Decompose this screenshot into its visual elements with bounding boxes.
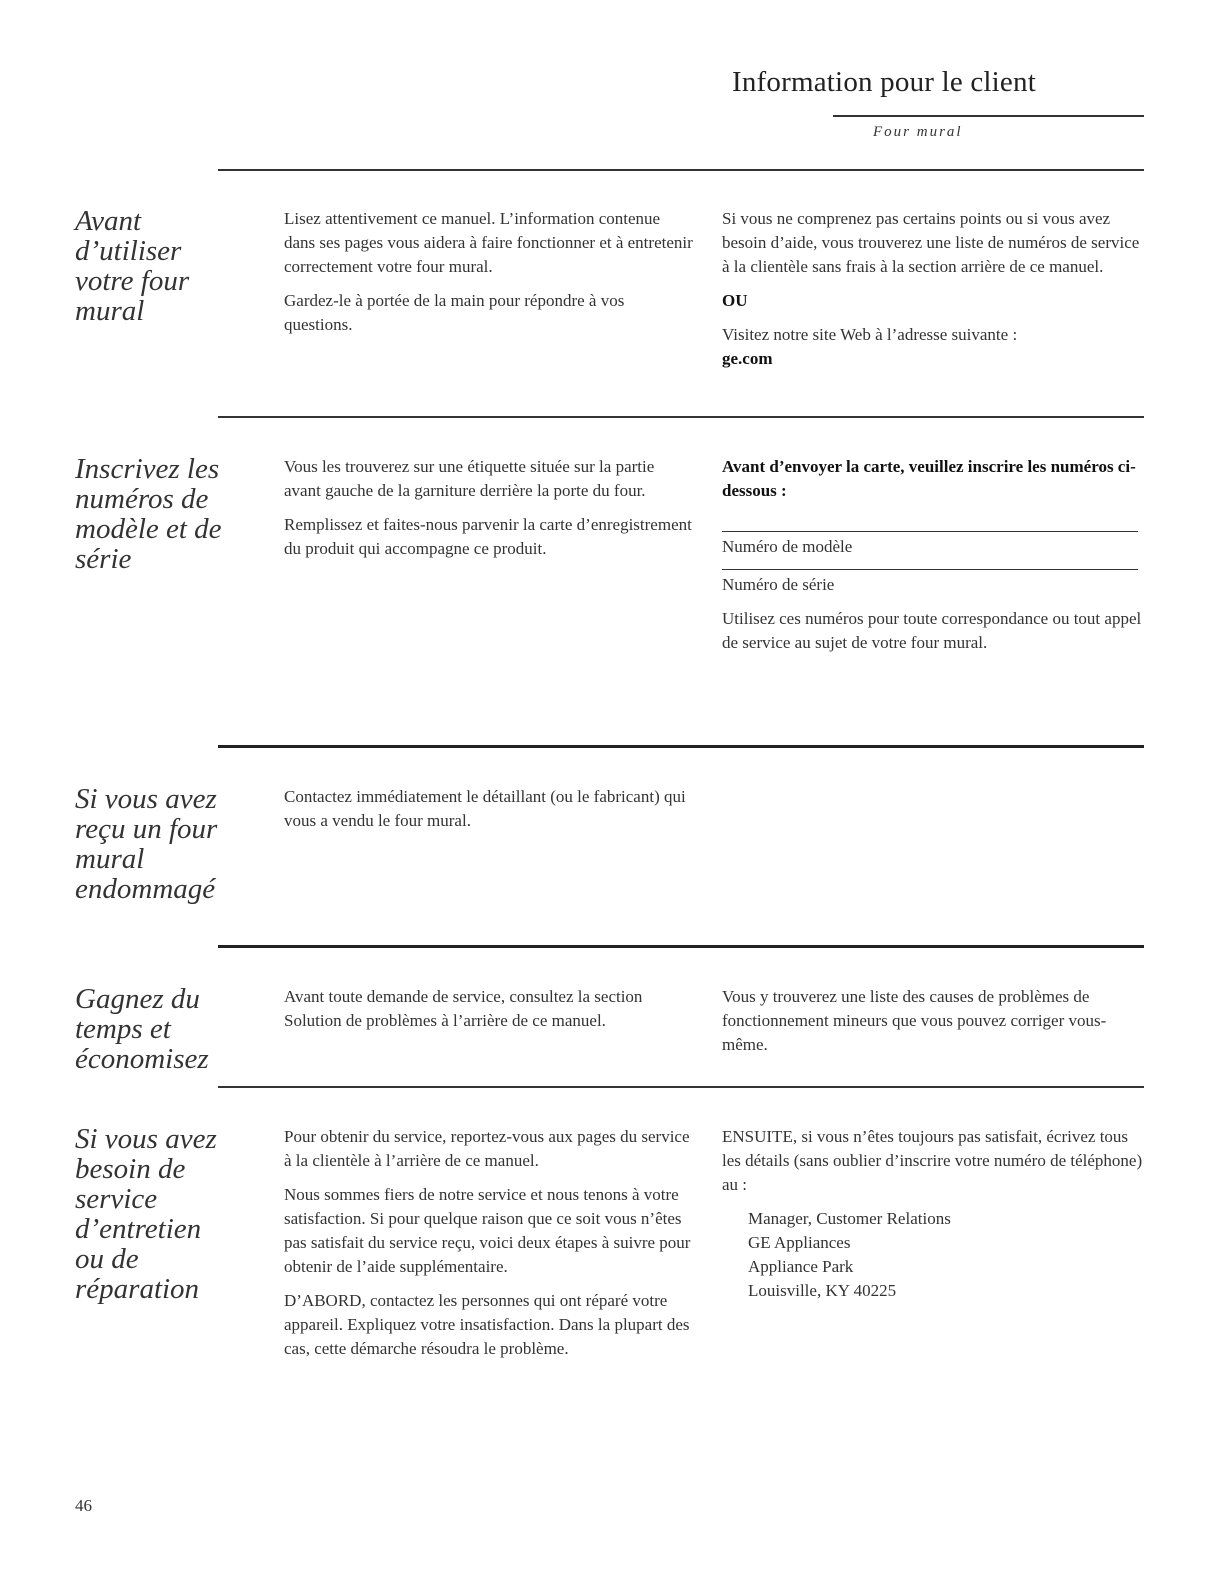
section-divider: [218, 745, 1144, 748]
paragraph: ENSUITE, si vous n’êtes toujours pas satisfait, écrivez tous les détails (sans oublier d’inscrire votre numéro de téléphone) au :: [722, 1127, 1143, 1194]
page-title: Information pour le client: [732, 66, 1036, 98]
paragraph: Avant toute demande de service, consultez la section Solution de problèmes à l’arrière de ce manuel.: [284, 987, 643, 1030]
model-number-label: Numéro de modèle: [722, 537, 853, 556]
section-title-damaged: Si vous avez reçu un four mural endommagé: [75, 783, 218, 905]
paragraph: Vous y trouverez une liste des causes de problèmes de fonctionnement mineurs que vous pouvez corriger vous-même.: [722, 987, 1107, 1054]
address-line: Manager, Customer Relations: [748, 1209, 951, 1228]
serial-number-label: Numéro de série: [722, 575, 835, 594]
paragraph: Si vous ne comprenez pas certains points ou si vous avez besoin d’aide, vous trouverez une liste de numéros de service à la clientèle sans frais à la section arrière de ce manuel.: [722, 209, 1140, 276]
section-title-model-serial: Inscrivez les numéros de modèle et de série: [75, 453, 222, 575]
paragraph: Utilisez ces numéros pour toute correspondance ou tout appel de service au sujet de votre four mural.: [722, 609, 1142, 652]
section-save-time-left: [284, 985, 694, 1043]
section-before-use-right: [722, 207, 1144, 381]
paragraph: Vous les trouverez sur une étiquette située sur la partie avant gauche de la garniture derrière la porte du four.: [284, 457, 655, 500]
section-service-right: [722, 1125, 1144, 1303]
paragraph: Nous sommes fiers de notre service et nous tenons à votre satisfaction. Si pour quelque raison que ce soit vous n’êtes pas satisfait du service reçu, voici deux étapes à suivre pour obtenir de l’aide supplémentaire.: [284, 1185, 691, 1276]
address-line: GE Appliances: [748, 1233, 851, 1252]
mailing-address: [748, 1207, 1144, 1303]
section-damaged-left: [284, 785, 694, 843]
model-number-field[interactable]: [722, 531, 1138, 532]
paragraph: Lisez attentivement ce manuel. L’information contenue dans ses pages vous aidera à faire fonctionner et à entretenir correctement votre four mural.: [284, 209, 693, 276]
paragraph: Gardez-le à portée de la main pour répondre à vos questions.: [284, 291, 625, 334]
section-title-save-time: Gagnez du temps et économisez: [75, 983, 209, 1075]
header-divider: [833, 115, 1144, 117]
address-line: Louisville, KY 40225: [748, 1281, 897, 1300]
section-divider: [218, 169, 1144, 171]
paragraph: Remplissez et faites-nous parvenir la carte d’enregistrement du produit qui accompagne ce produit.: [284, 515, 692, 558]
paragraph: D’ABORD, contactez les personnes qui ont réparé votre appareil. Expliquez votre insatisfaction. Dans la plupart des cas, cette démarche résoudra le problème.: [284, 1291, 690, 1358]
section-model-serial-right: [722, 455, 1144, 665]
section-divider: [218, 945, 1144, 948]
section-divider: [218, 1086, 1144, 1088]
paragraph: Avant d’envoyer la carte, veuillez inscrire les numéros ci-dessous :: [722, 457, 1136, 500]
page-subtitle: Four mural: [873, 124, 963, 140]
address-line: Appliance Park: [748, 1257, 854, 1276]
section-service-left: [284, 1125, 694, 1371]
section-save-time-right: [722, 985, 1144, 1067]
website-link[interactable]: ge.com: [722, 349, 773, 368]
serial-number-field[interactable]: [722, 569, 1138, 570]
section-before-use-left: [284, 207, 694, 347]
paragraph: Contactez immédiatement le détaillant (ou le fabricant) qui vous a vendu le four mural.: [284, 787, 686, 830]
section-title-service: Si vous avez besoin de service d’entretien ou de réparation: [75, 1123, 217, 1305]
paragraph: Visitez notre site Web à l’adresse suivante :: [722, 325, 1018, 344]
section-title-before-use: Avant d’utiliser votre four mural: [75, 205, 190, 327]
or-label: OU: [722, 291, 748, 310]
section-model-serial-left: [284, 455, 694, 571]
section-divider: [218, 416, 1144, 418]
page-number: 46: [75, 1496, 92, 1515]
paragraph: Pour obtenir du service, reportez-vous aux pages du service à la clientèle à l’arrière de ce manuel.: [284, 1127, 690, 1170]
